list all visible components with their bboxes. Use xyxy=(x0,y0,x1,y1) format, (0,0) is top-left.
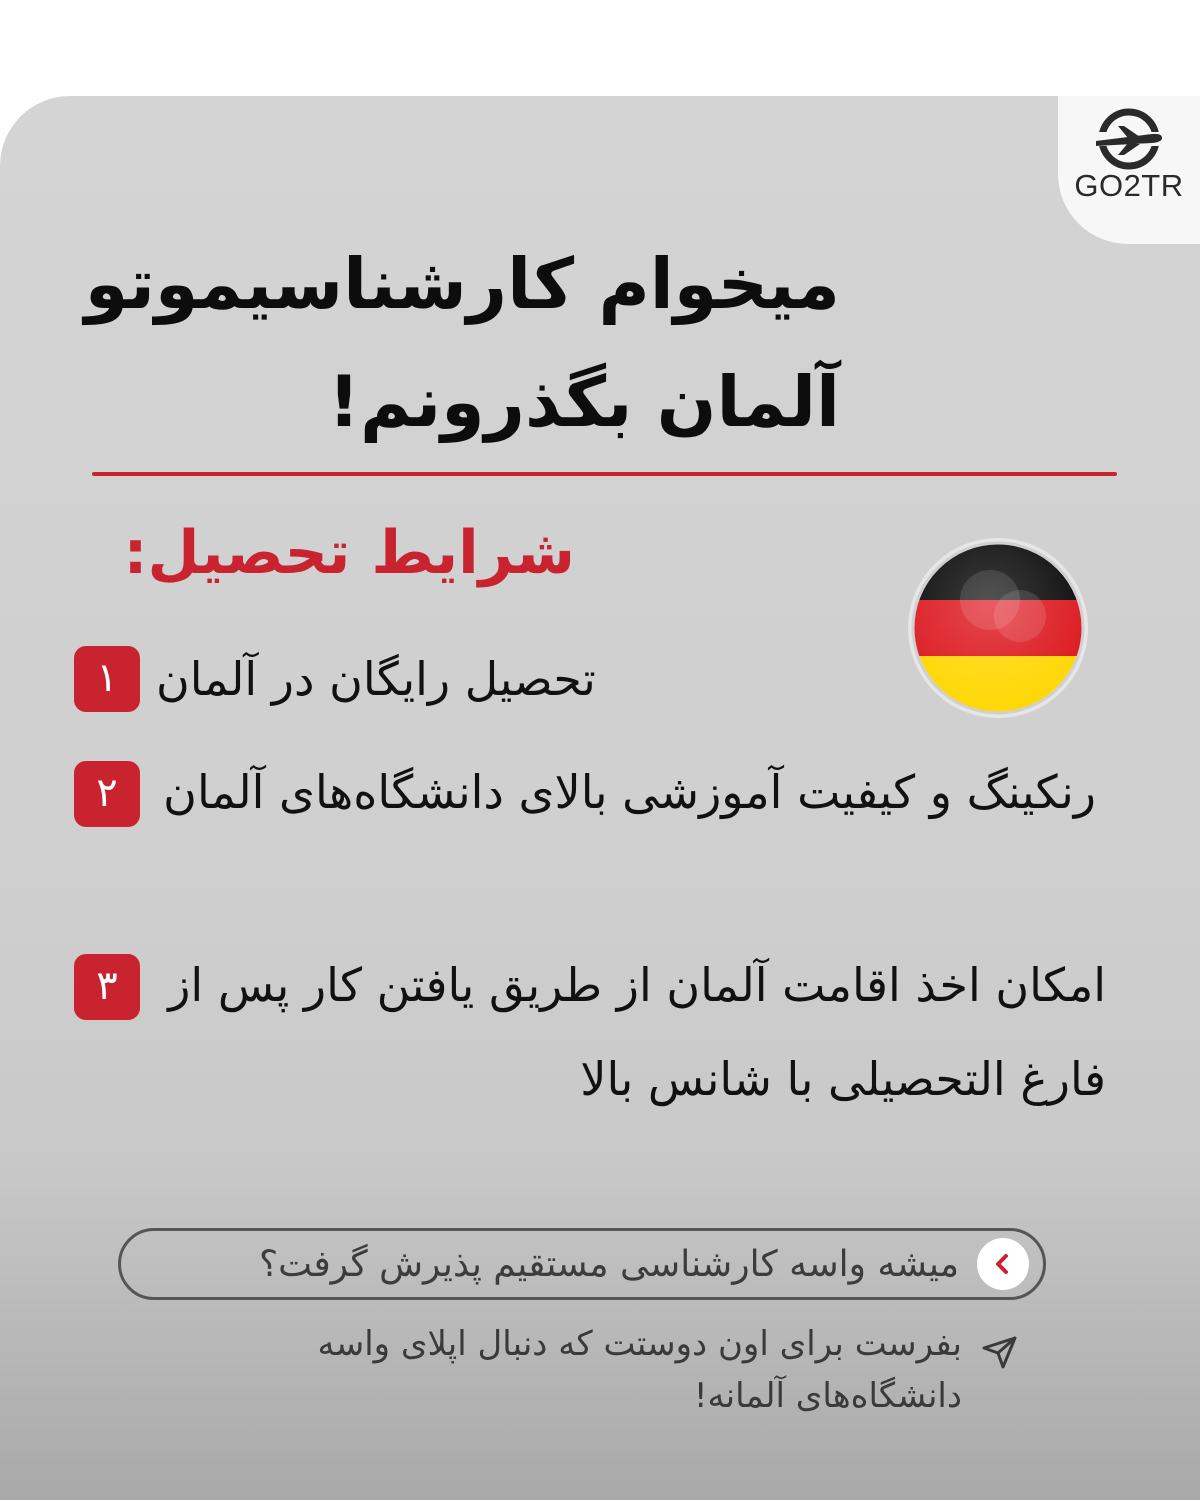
brand-name: GO2TR xyxy=(1074,168,1184,203)
divider xyxy=(92,472,1117,476)
send-icon[interactable] xyxy=(980,1332,1020,1372)
item-text: تحصیل رایگان در آلمان xyxy=(156,652,596,706)
title-line-1: میخوام کارشناسیموتو xyxy=(84,243,840,325)
share-prompt xyxy=(220,1318,1020,1422)
list-item xyxy=(74,745,1114,839)
list-item xyxy=(74,632,1114,726)
item-text: امکان اخذ اقامت آلمان از طریق یافتن کار پس از فارغ التحصیلی با شانس بالا xyxy=(168,958,1106,1106)
page-title xyxy=(40,225,840,461)
item-number-badge: ۳ xyxy=(74,954,140,1020)
list-item xyxy=(74,938,1114,1126)
airplane-logo-icon xyxy=(1088,108,1170,170)
share-text: بفرست برای اون دوستت که دنبال اپلای واسه دانشگاه‌های آلمانه! xyxy=(317,1324,962,1416)
title-line-2: آلمان بگذرونم! xyxy=(328,361,840,443)
next-topic-button[interactable] xyxy=(118,1228,1046,1300)
item-number-badge: ۲ xyxy=(74,761,140,827)
next-topic-label: میشه واسه کارشناسی مستقیم پذیرش گرفت؟ xyxy=(259,1243,959,1285)
brand-logo xyxy=(1058,96,1200,244)
chevron-left-icon xyxy=(977,1238,1029,1290)
item-number-badge: ۱ xyxy=(74,646,140,712)
item-text: رنکینگ و کیفیت آموزشی بالای دانشگاه‌های آلمان xyxy=(163,765,1096,819)
section-heading: شرایط تحصیل: xyxy=(123,518,575,588)
